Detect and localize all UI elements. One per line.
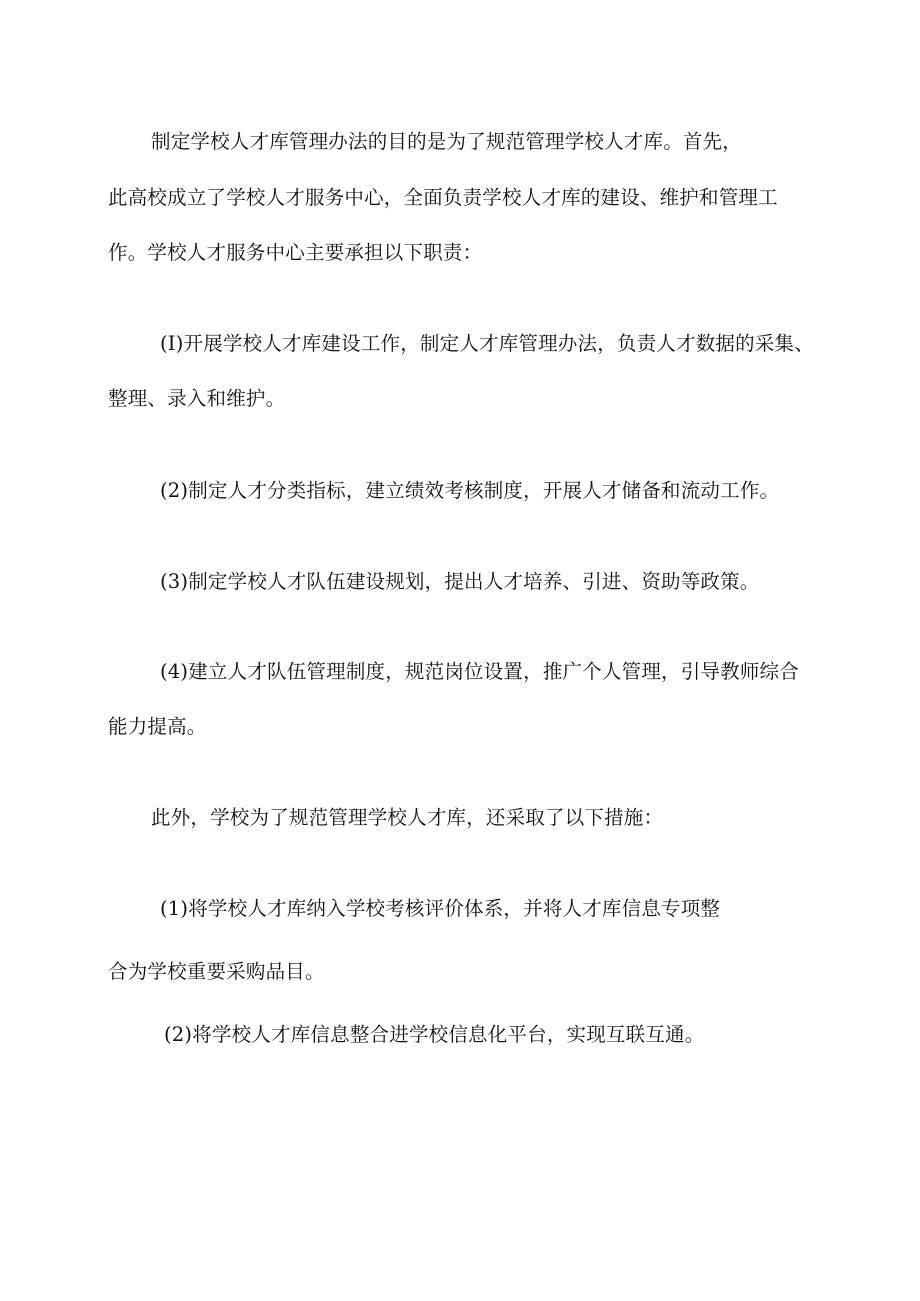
duty-item-1-line-2: 整理、录入和维护。 <box>108 387 286 410</box>
duty-item-1-line-1: (I)开展学校人才库建设工作，制定人才库管理办法，负责人才数据的采集、 <box>160 332 814 355</box>
duty-item-3: (3)制定学校人才队伍建设规划，提出人才培养、引进、资助等政策。 <box>160 570 760 593</box>
duty-item-4-line-1: (4)建立人才队伍管理制度，规范岗位设置，推广个人管理，引导教师综合 <box>160 660 799 683</box>
paragraph-measures-intro: 此外，学校为了规范管理学校人才库，还采取了以下措施： <box>151 806 664 829</box>
measure-item-2: (2)将学校人才库信息整合进学校信息化平台，实现互联互通。 <box>164 1023 705 1046</box>
measure-item-1-line-2: 合为学校重要采购品目。 <box>108 960 325 983</box>
paragraph-intro-line-2: 此高校成立了学校人才服务中心，全面负责学校人才库的建设、维护和管理工 <box>108 186 778 209</box>
duty-item-2: (2)制定人才分类指标，建立绩效考核制度，开展人才储备和流动工作。 <box>160 479 780 502</box>
paragraph-intro-line-1: 制定学校人才库管理办法的目的是为了规范管理学校人才库。首先， <box>151 130 743 153</box>
paragraph-intro-line-3: 作。学校人才服务中心主要承担以下职责： <box>108 241 483 264</box>
measure-item-1-line-1: (1)将学校人才库纳入学校考核评价体系，并将人才库信息专项整 <box>160 897 721 920</box>
duty-item-4-line-2: 能力提高。 <box>108 715 207 738</box>
